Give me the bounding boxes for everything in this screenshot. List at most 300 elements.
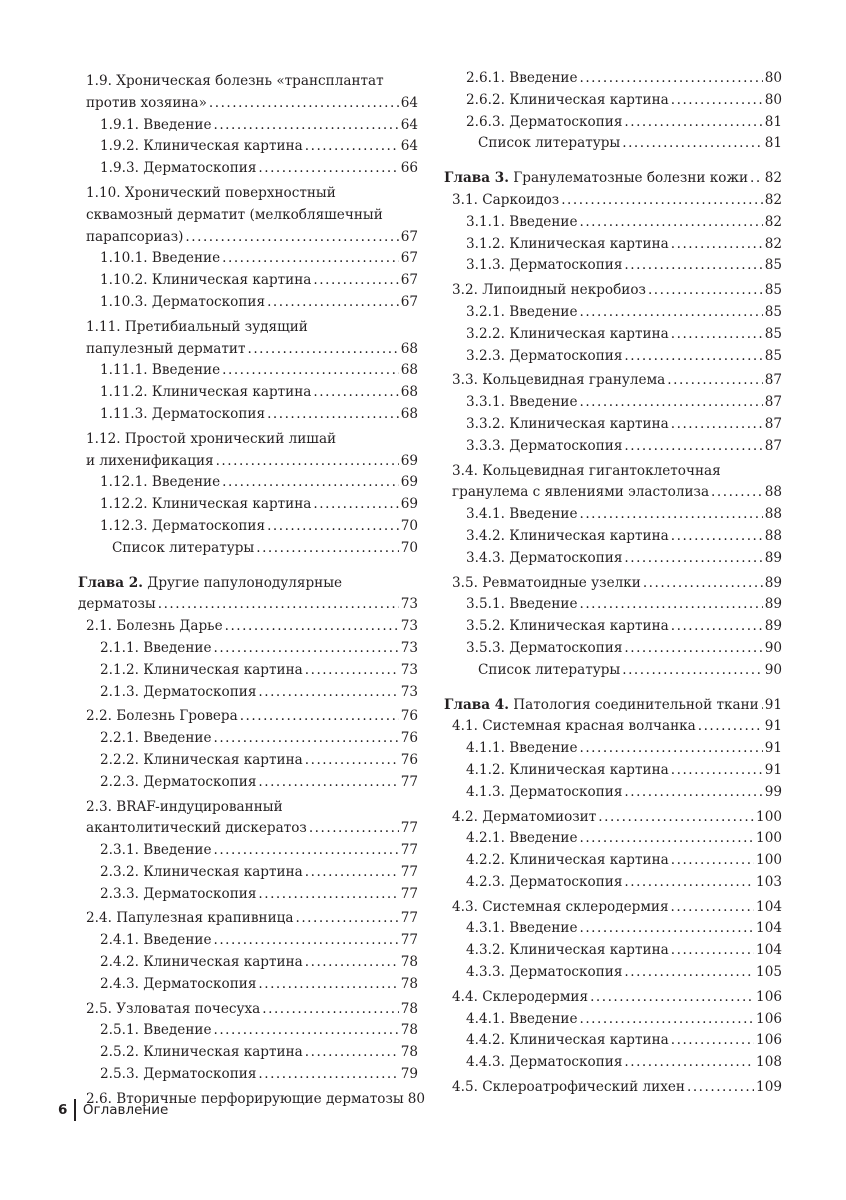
toc-entry-title: 1.12.3. Дерматоскопия: [100, 517, 266, 534]
toc-entry[interactable]: [444, 1052, 782, 1074]
toc-page-number: 78: [400, 954, 418, 971]
dot-leader: [267, 516, 399, 538]
toc-entry-title: 3.2. Липоидный некробиоз: [452, 282, 646, 299]
toc-page-number: 91: [764, 696, 782, 713]
toc-entry[interactable]: [78, 472, 418, 494]
toc-entry[interactable]: [444, 190, 782, 212]
toc-entry[interactable]: [78, 772, 418, 794]
toc-entry-title: 3.5.2. Клиническая картина: [466, 618, 669, 635]
toc-entry-title: 2.5.1. Введение: [100, 1022, 212, 1039]
toc-entry-title-line: 1.12. Простой хронический лишай: [86, 430, 337, 447]
toc-entry-title: 2.1.1. Введение: [100, 639, 212, 656]
toc-page-number: 85: [764, 257, 782, 274]
dot-leader: [580, 504, 763, 526]
toc-entry-title: 2.2.1. Введение: [100, 730, 212, 747]
toc-entry[interactable]: [78, 797, 418, 841]
toc-entry-title: 4.4.1. Введение: [466, 1010, 578, 1027]
toc-entry-title: 1.10.3. Дерматоскопия: [100, 293, 266, 310]
toc-entry[interactable]: [444, 594, 782, 616]
toc-entry[interactable]: [78, 682, 418, 704]
toc-page-number: 87: [764, 415, 782, 432]
toc-page-number: 88: [764, 527, 782, 544]
dot-leader: [671, 616, 763, 638]
toc-page-number: 70: [400, 517, 418, 534]
toc-page-number: 73: [400, 618, 418, 635]
toc-references-entry[interactable]: [78, 538, 418, 560]
toc-entry[interactable]: [78, 292, 418, 314]
toc-entry-title: 4.1.3. Дерматоскопия: [466, 783, 623, 800]
toc-page-number: 76: [400, 730, 418, 747]
dot-leader: [671, 526, 763, 548]
toc-page-number: 81: [764, 135, 782, 152]
dot-leader: [222, 360, 399, 382]
toc-entry[interactable]: [78, 908, 418, 930]
dot-leader: [305, 1042, 399, 1064]
dot-leader: [225, 616, 399, 638]
toc-entry[interactable]: [78, 750, 418, 772]
toc-entry-title: 4.3. Системная склеродермия: [452, 898, 669, 915]
dot-leader: [622, 133, 762, 155]
toc-entry-title: 2.6. Вторичные перфорирующие дерматозы: [86, 1090, 404, 1107]
dot-leader: [305, 136, 399, 158]
toc-entry-title: 2.1.3. Дерматоскопия: [100, 683, 257, 700]
toc-entry-title: 1.11.1. Введение: [100, 362, 221, 379]
dot-leader: [624, 782, 762, 804]
toc-entry[interactable]: [78, 270, 418, 292]
toc-entry-title: 4.4.2. Клиническая картина: [466, 1032, 669, 1049]
toc-references-entry[interactable]: [444, 133, 782, 155]
chapter-label: Глава 4.: [444, 696, 509, 713]
toc-page-number: 73: [400, 596, 418, 613]
toc-entry[interactable]: [444, 573, 782, 595]
toc-entry-title: Список литературы: [478, 135, 621, 152]
toc-entry-title-line: 1.11. Претибиальный зудящий: [86, 318, 308, 335]
toc-entry-title: 2.2.2. Клиническая картина: [100, 751, 303, 768]
toc-entry-title: 3.2.3. Дерматоскопия: [466, 347, 623, 364]
toc-entry[interactable]: [444, 461, 782, 505]
toc-page-number: 80: [407, 1090, 425, 1107]
toc-entry-title: 3.1.1. Введение: [466, 213, 578, 230]
toc-entry-title: 4.1. Системная красная волчанка: [452, 718, 696, 735]
toc-entry[interactable]: [444, 526, 782, 548]
dot-leader: [624, 548, 762, 570]
toc-entry[interactable]: [78, 494, 418, 516]
toc-entry[interactable]: [444, 1030, 782, 1052]
toc-entry[interactable]: [444, 828, 782, 850]
toc-page-number: 85: [764, 282, 782, 299]
toc-entry-title: Список литературы: [478, 661, 621, 678]
toc-entry-title: 3.3. Кольцевидная гранулема: [452, 372, 666, 389]
toc-entry-title: 4.5. Склероатрофический лихен: [452, 1079, 685, 1096]
toc-entry-title: дерматозы: [78, 596, 156, 613]
toc-entry-title: 3.1. Саркоидоз: [452, 191, 560, 208]
dot-leader: [671, 414, 763, 436]
toc-page-number: 82: [764, 213, 782, 230]
toc-page-number: 76: [400, 708, 418, 725]
toc-page-number: 64: [400, 116, 418, 133]
chapter-title: Патология соединительной ткани: [508, 696, 759, 713]
toc-entry-title: 1.11.2. Клиническая картина: [100, 384, 312, 401]
toc-page-number: 85: [764, 303, 782, 320]
toc-entry[interactable]: [78, 183, 418, 248]
dot-leader: [313, 494, 398, 516]
chapter-title: Гранулематозные болезни кожи: [508, 170, 749, 187]
toc-page-number: 87: [764, 394, 782, 411]
toc-entry[interactable]: [78, 728, 418, 750]
toc-entry[interactable]: [78, 71, 418, 115]
toc-entry[interactable]: [78, 429, 418, 473]
toc-entry[interactable]: [444, 940, 782, 962]
running-header-title: Оглавление: [82, 1102, 169, 1118]
toc-entry-title: гранулема с явлениями эластолиза: [452, 484, 710, 501]
toc-entry-title: 2.5. Узловатая почесуха: [86, 1000, 261, 1017]
toc-entry-title: 1.12.2. Клиническая картина: [100, 496, 312, 513]
toc-entry[interactable]: [444, 280, 782, 302]
chapter-label: Глава 3.: [444, 170, 509, 187]
dot-leader: [667, 370, 762, 392]
toc-entry[interactable]: [78, 974, 418, 996]
toc-page-number: 106: [756, 988, 782, 1005]
toc-entry-title: 1.12.1. Введение: [100, 474, 221, 491]
toc-page-number: 68: [400, 384, 418, 401]
toc-entry-title-line: сквамозный дерматит (мелкобляшечный: [86, 206, 383, 223]
toc-page-number: 87: [764, 372, 782, 389]
dot-leader: [580, 302, 763, 324]
dot-leader: [624, 346, 762, 368]
toc-page-number: 91: [764, 740, 782, 757]
toc-entry[interactable]: [78, 660, 418, 682]
page-number: 6: [58, 1102, 68, 1118]
toc-entry[interactable]: [78, 360, 418, 382]
toc-page-number: 77: [400, 910, 418, 927]
toc-entry[interactable]: [444, 638, 782, 660]
dot-leader: [216, 451, 399, 473]
toc-page-number: 69: [400, 452, 418, 469]
toc-entry-title: акантолитический дискератоз: [86, 820, 307, 837]
toc-entry[interactable]: [78, 136, 418, 158]
toc-entry[interactable]: [444, 1009, 782, 1031]
toc-entry-title: 2.2. Болезнь Гровера: [86, 708, 238, 725]
toc-entry-title: 3.2.2. Клиническая картина: [466, 325, 669, 342]
toc-entry[interactable]: [444, 760, 782, 782]
dot-leader: [214, 728, 399, 750]
dot-leader: [305, 862, 399, 884]
toc-entry[interactable]: [444, 872, 782, 894]
toc-entry[interactable]: [78, 115, 418, 137]
toc-entry-title: 1.9.2. Клиническая картина: [100, 138, 303, 155]
toc-page-number: 89: [764, 574, 782, 591]
toc-page-number: 87: [764, 437, 782, 454]
toc-page-number: 104: [756, 898, 782, 915]
toc-page-number: 73: [400, 639, 418, 656]
toc-entry-title: 1.9.3. Дерматоскопия: [100, 160, 257, 177]
toc-page-number: 82: [764, 170, 782, 187]
dot-leader: [750, 168, 763, 190]
toc-entry-title: 2.4.2. Клиническая картина: [100, 954, 303, 971]
toc-entry-title: 1.11.3. Дерматоскопия: [100, 405, 266, 422]
chapter-title: Другие папулонодулярные: [142, 574, 343, 591]
dot-leader: [222, 472, 399, 494]
dot-leader: [671, 760, 763, 782]
toc-entry-title: Список литературы: [112, 539, 255, 556]
toc-page-number: 82: [764, 191, 782, 208]
toc-page-number: 79: [400, 1066, 418, 1083]
toc-page-number: 70: [400, 539, 418, 556]
toc-entry-title: 2.4.1. Введение: [100, 932, 212, 949]
toc-entry-title: 3.4.1. Введение: [466, 506, 578, 523]
dot-leader: [624, 962, 754, 984]
toc-entry[interactable]: [78, 382, 418, 404]
toc-entry-title: 4.4. Склеродермия: [452, 988, 589, 1005]
toc-page-number: 77: [400, 820, 418, 837]
toc-page-number: 89: [764, 618, 782, 635]
toc-entry-title: 4.2.1. Введение: [466, 830, 578, 847]
toc-entry[interactable]: [444, 897, 782, 919]
toc-entry-title: 1.10.1. Введение: [100, 250, 221, 267]
dot-leader: [671, 897, 755, 919]
toc-page-number: 88: [764, 484, 782, 501]
toc-entry-title: 3.3.3. Дерматоскопия: [466, 437, 623, 454]
toc-page-number: 82: [764, 235, 782, 252]
toc-entry[interactable]: [444, 962, 782, 984]
toc-entry[interactable]: [78, 1042, 418, 1064]
dot-leader: [580, 918, 755, 940]
toc-page-number: 67: [400, 250, 418, 267]
toc-entry-title: против хозяина»: [86, 94, 207, 111]
dot-leader: [711, 482, 763, 504]
dot-leader: [258, 158, 398, 180]
toc-page-number: 78: [400, 1022, 418, 1039]
toc-page-number: 77: [400, 885, 418, 902]
toc-entry[interactable]: [444, 324, 782, 346]
toc-page-number: 91: [764, 761, 782, 778]
toc-entry[interactable]: [444, 212, 782, 234]
dot-leader: [258, 682, 398, 704]
dot-leader: [580, 828, 755, 850]
dot-leader: [580, 738, 763, 760]
dot-leader: [247, 339, 398, 361]
toc-entry-title: 2.3.1. Введение: [100, 842, 212, 859]
toc-references-entry[interactable]: [444, 660, 782, 682]
toc-entry[interactable]: [78, 317, 418, 361]
toc-entry[interactable]: [444, 436, 782, 458]
toc-entry[interactable]: [444, 918, 782, 940]
toc-entry[interactable]: [78, 884, 418, 906]
toc-page-number: 64: [400, 138, 418, 155]
toc-page-number: 88: [764, 506, 782, 523]
toc-entry-title: и лихенификация: [86, 452, 214, 469]
dot-leader: [158, 594, 399, 616]
toc-page-number: 73: [400, 661, 418, 678]
dot-leader: [222, 248, 399, 270]
toc-page-number: 103: [756, 873, 782, 890]
toc-page-number: 100: [756, 808, 782, 825]
toc-entry[interactable]: [444, 68, 782, 90]
toc-page-number: 69: [400, 474, 418, 491]
dot-leader: [671, 90, 763, 112]
toc-entry-title: 3.5.3. Дерматоскопия: [466, 639, 623, 656]
toc-entry-title: 3.5. Ревматоидные узелки: [452, 574, 641, 591]
dot-leader: [305, 660, 399, 682]
toc-chapter-title-line: [78, 573, 418, 595]
dot-leader: [240, 706, 399, 728]
dot-leader: [295, 908, 398, 930]
toc-entry[interactable]: [78, 248, 418, 270]
toc-entry[interactable]: [78, 638, 418, 660]
dot-leader: [671, 324, 763, 346]
toc-entry[interactable]: [444, 616, 782, 638]
toc-page-number: 104: [756, 920, 782, 937]
toc-page-number: 77: [400, 842, 418, 859]
toc-chapter-entry[interactable]: [78, 573, 418, 617]
toc-entry[interactable]: [444, 548, 782, 570]
toc-entry[interactable]: [444, 302, 782, 324]
dot-leader: [648, 280, 763, 302]
toc-entry[interactable]: [78, 999, 418, 1021]
toc-entry[interactable]: [444, 255, 782, 277]
toc-entry[interactable]: [444, 112, 782, 134]
toc-entry-title: [444, 695, 759, 717]
toc-entry[interactable]: [444, 392, 782, 414]
toc-page-number: 104: [756, 942, 782, 959]
toc-page-number: 67: [400, 293, 418, 310]
toc-entry[interactable]: [78, 158, 418, 180]
dot-leader: [624, 872, 754, 894]
toc-entry-title-line: 3.4. Кольцевидная гигантоклеточная: [452, 462, 721, 479]
toc-entry-title: [444, 168, 748, 190]
dot-leader: [262, 999, 398, 1021]
toc-page-number: 89: [764, 549, 782, 566]
toc-entry[interactable]: [444, 850, 782, 872]
toc-entry[interactable]: [444, 987, 782, 1009]
toc-entry-title: 3.2.1. Введение: [466, 303, 578, 320]
toc-entry[interactable]: [78, 516, 418, 538]
dot-leader: [267, 404, 399, 426]
toc-entry-title: 2.4.3. Дерматоскопия: [100, 975, 257, 992]
toc-entry[interactable]: [78, 840, 418, 862]
dot-leader: [580, 68, 763, 90]
dot-leader: [671, 1030, 754, 1052]
dot-leader: [209, 93, 399, 115]
toc-page-number: 78: [400, 1044, 418, 1061]
toc-entry-title: 3.1.3. Дерматоскопия: [466, 257, 623, 274]
footer-divider: [74, 1099, 76, 1121]
toc-entry[interactable]: [444, 716, 782, 738]
dot-leader: [214, 115, 399, 137]
toc-chapter-entry[interactable]: [444, 695, 782, 717]
toc-entry[interactable]: [78, 706, 418, 728]
toc-page-number: 67: [400, 272, 418, 289]
page-footer: [58, 1099, 168, 1121]
toc-entry-title: 3.5.1. Введение: [466, 596, 578, 613]
toc-entry[interactable]: [444, 90, 782, 112]
toc-page-number: 108: [756, 1054, 782, 1071]
toc-entry-title: 3.4.2. Клиническая картина: [466, 527, 669, 544]
toc-page-number: 69: [400, 496, 418, 513]
toc-entry-title: 3.4.3. Дерматоскопия: [466, 549, 623, 566]
toc-entry-title: 1.9.1. Введение: [100, 116, 212, 133]
toc-page-number: 73: [400, 683, 418, 700]
toc-entry-title: 2.5.3. Дерматоскопия: [100, 1066, 257, 1083]
toc-entry[interactable]: [444, 370, 782, 392]
toc-entry-title: 2.5.2. Клиническая картина: [100, 1044, 303, 1061]
dot-leader: [671, 850, 754, 872]
toc-entry-title: 3.3.1. Введение: [466, 394, 578, 411]
toc-entry[interactable]: [78, 952, 418, 974]
toc-page-number: 66: [400, 160, 418, 177]
toc-entry[interactable]: [78, 1020, 418, 1042]
dot-leader: [624, 436, 762, 458]
dot-leader: [561, 190, 763, 212]
dot-leader: [214, 638, 399, 660]
dot-leader: [214, 840, 399, 862]
toc-entry[interactable]: [78, 404, 418, 426]
toc-entry-title: 4.2.2. Клиническая картина: [466, 852, 669, 869]
toc-entry[interactable]: [444, 1077, 782, 1099]
dot-leader: [671, 940, 754, 962]
dot-leader: [214, 1020, 399, 1042]
chapter-label: Глава 2.: [78, 574, 143, 591]
toc-page-number: 80: [764, 70, 782, 86]
dot-leader: [580, 594, 763, 616]
toc-entry-title: 4.2. Дерматомиозит: [452, 808, 597, 825]
dot-leader: [761, 695, 763, 717]
toc-entry[interactable]: [444, 346, 782, 368]
toc-entry[interactable]: [78, 862, 418, 884]
toc-entry[interactable]: [78, 1064, 418, 1086]
toc-entry[interactable]: [444, 782, 782, 804]
dot-leader: [258, 974, 398, 996]
toc-page-number: 105: [756, 964, 782, 981]
dot-leader: [313, 270, 398, 292]
toc-entry-title: 2.6.3. Дерматоскопия: [466, 113, 623, 130]
toc-entry[interactable]: [444, 234, 782, 256]
toc-page-number: 89: [764, 596, 782, 613]
toc-chapter-entry[interactable]: [444, 168, 782, 190]
toc-page-number: 77: [400, 863, 418, 880]
dot-leader: [258, 772, 398, 794]
toc-entry[interactable]: [444, 414, 782, 436]
toc-entry-title: 4.3.1. Введение: [466, 920, 578, 937]
toc-entry-title: 2.3.2. Клиническая картина: [100, 863, 303, 880]
toc-page-number: 78: [400, 975, 418, 992]
toc-page-number: 109: [756, 1079, 782, 1096]
toc-column-left: [78, 68, 425, 1111]
toc-entry[interactable]: [444, 504, 782, 526]
toc-entry-title: 3.3.2. Клиническая картина: [466, 415, 669, 432]
toc-entry-title: 2.1.2. Клиническая картина: [100, 661, 303, 678]
toc-page-number: 85: [764, 347, 782, 364]
dot-leader: [258, 884, 398, 906]
toc-page-number: 64: [400, 94, 418, 111]
toc-entry[interactable]: [444, 738, 782, 760]
toc-page-number: 99: [764, 783, 782, 800]
dot-leader: [671, 234, 763, 256]
dot-leader: [214, 930, 399, 952]
dot-leader: [256, 538, 398, 560]
toc-entry[interactable]: [78, 930, 418, 952]
toc-page-number: 100: [756, 852, 782, 869]
dot-leader: [590, 987, 754, 1009]
toc-entry[interactable]: [444, 807, 782, 829]
toc-entry[interactable]: [78, 616, 418, 638]
toc-page-number: 76: [400, 751, 418, 768]
dot-leader: [580, 212, 763, 234]
dot-leader: [598, 807, 754, 829]
toc-page-number: 85: [764, 325, 782, 342]
toc-entry-title: 2.3.3. Дерматоскопия: [100, 885, 257, 902]
toc-entry-title: 4.4.3. Дерматоскопия: [466, 1054, 623, 1071]
